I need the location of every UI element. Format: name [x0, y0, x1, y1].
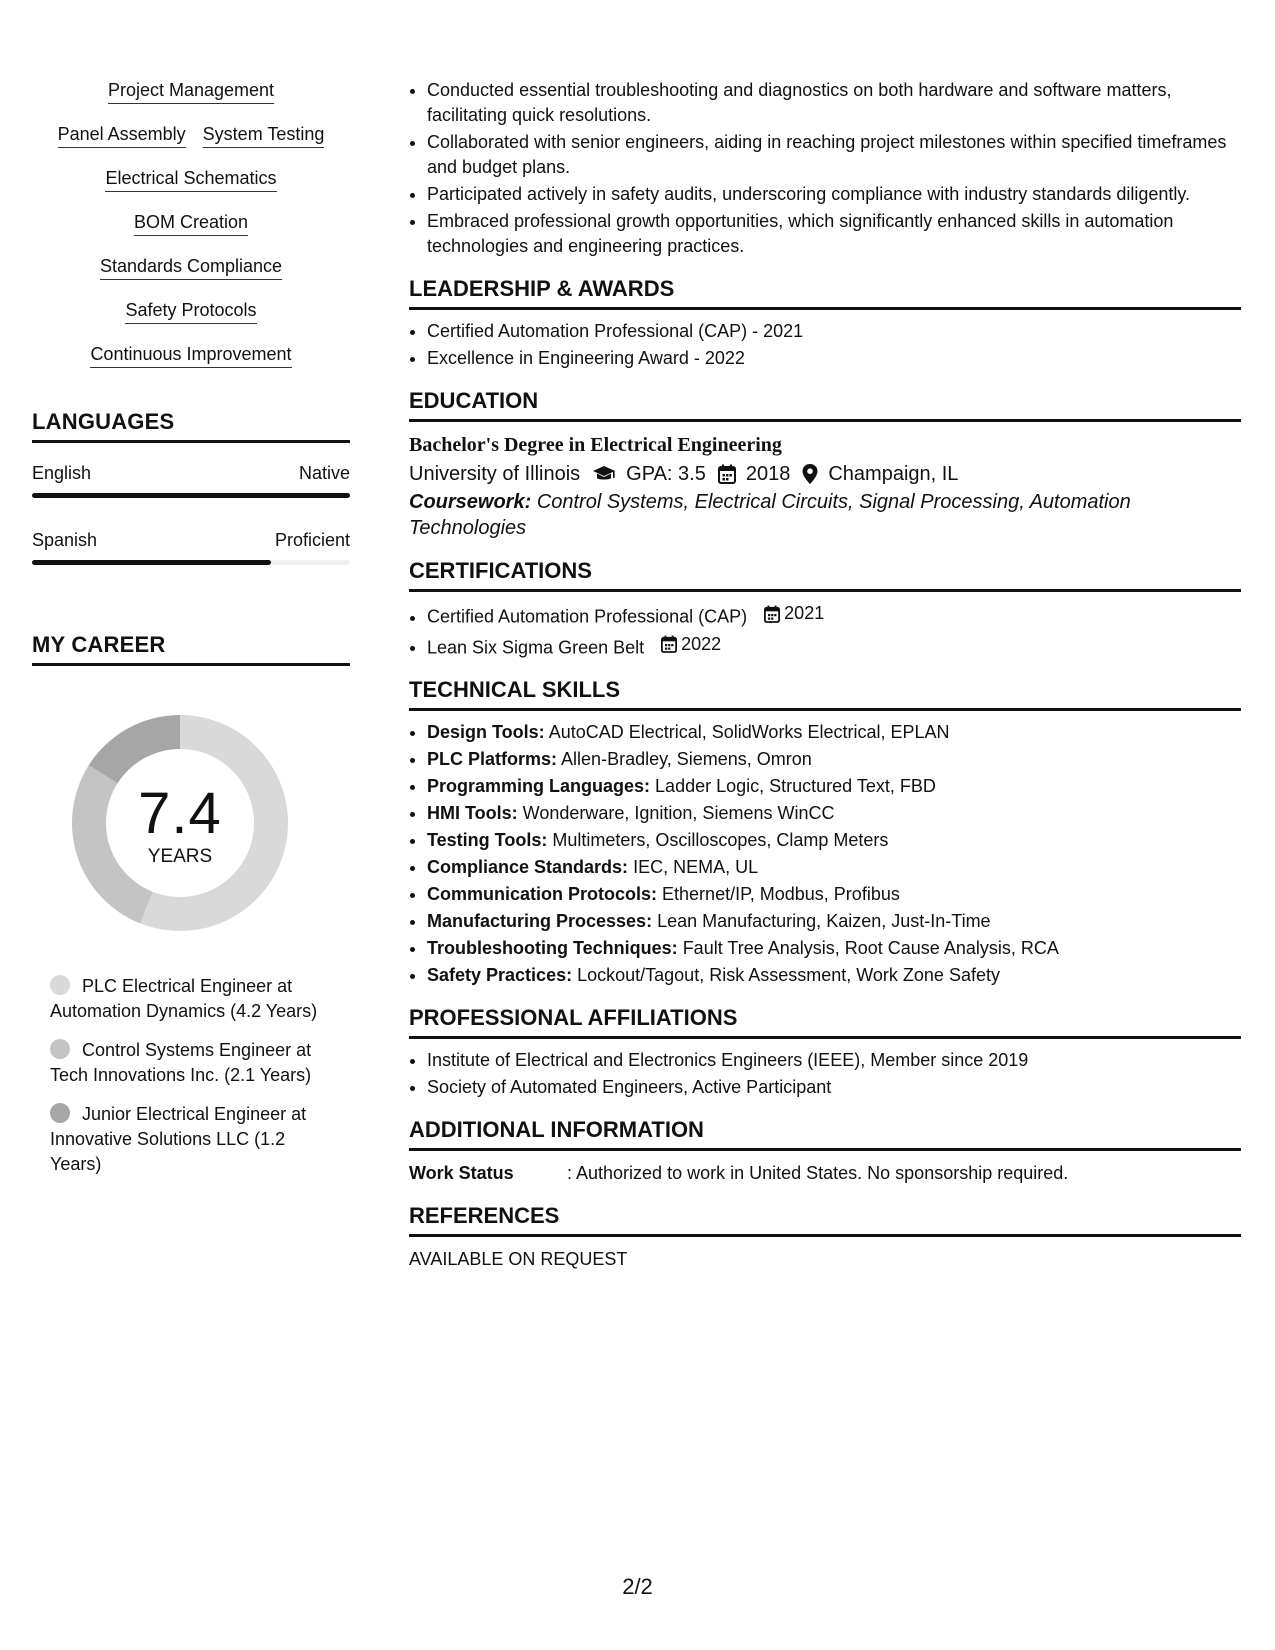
career-legend-item [50, 1038, 330, 1088]
certification-year: 2021 [784, 603, 825, 623]
coursework-label: Coursework: [409, 491, 532, 513]
education-meta [409, 459, 1241, 489]
calendar-icon [661, 635, 677, 653]
technical-skill-item [427, 720, 1241, 745]
languages-section [32, 408, 350, 565]
technical-skill-item [427, 747, 1241, 772]
skill-label: Programming Languages: [427, 776, 651, 796]
technical-skill-item [427, 855, 1241, 880]
career-heading: MY CAREER [32, 631, 350, 666]
skill-value: Ladder Logic, Structured Text, FBD [655, 776, 936, 796]
skill-value: Ethernet/IP, Modbus, Profibus [662, 884, 900, 904]
certification-item [427, 601, 1241, 630]
references-heading: REFERENCES [409, 1202, 1241, 1237]
skill-value: IEC, NEMA, UL [633, 857, 759, 877]
technical-skill-item [427, 774, 1241, 799]
map-pin-icon [802, 464, 818, 484]
skill-value: Allen-Bradley, Siemens, Omron [561, 749, 812, 769]
career-legend-label: PLC Electrical Engineer at Automation Dynamics (4.2 Years) [50, 976, 318, 1021]
language-item [32, 528, 350, 565]
certification-year: 2022 [681, 633, 722, 654]
page-number: 2/2 [622, 1574, 653, 1599]
degree-title: Bachelor's Degree in Electrical Engineering [409, 434, 782, 456]
skill-value: Fault Tree Analysis, Root Cause Analysis, RCA [682, 938, 1059, 958]
affiliations-heading: PROFESSIONAL AFFILIATIONS [409, 1004, 1241, 1039]
experience-bullets [409, 78, 1241, 259]
language-name: Spanish [32, 530, 98, 550]
skill-tag: Project Management [108, 78, 274, 104]
experience-bullet: • Collaborated with senior engineers, aiding in reaching project milestones within specified timeframes and budget plans. [427, 130, 1241, 180]
gpa: GPA: 3.5 [626, 463, 706, 485]
sidebar [32, 78, 350, 1191]
work-status-row [409, 1160, 1241, 1186]
technical-skill-item [427, 963, 1241, 988]
skill-row [32, 210, 350, 236]
coursework [409, 489, 1241, 541]
skill-label: Manufacturing Processes: [427, 911, 653, 931]
experience-bullet: • Embraced professional growth opportunities, which significantly enhanced skills in automation technologies and engineering practices. [427, 209, 1241, 259]
legend-dot-icon [50, 1039, 70, 1059]
skill-row [32, 122, 350, 148]
language-bar [32, 560, 350, 565]
affiliation-item: • Institute of Electrical and Electronics Engineers (IEEE), Member since 2019 [427, 1048, 1241, 1073]
certifications-heading: CERTIFICATIONS [409, 557, 1241, 592]
skill-label: Communication Protocols: [427, 884, 658, 904]
skill-value: Multimeters, Oscilloscopes, Clamp Meters [552, 830, 889, 850]
certification-name: Certified Automation Professional (CAP) [427, 606, 748, 627]
skill-row [32, 166, 350, 192]
coursework-list: Control Systems, Electrical Circuits, Signal Processing, Automation Technologies [409, 491, 1131, 539]
skill-row [32, 342, 350, 368]
skill-tag: BOM Creation [134, 210, 248, 236]
career-donut-chart [65, 708, 295, 938]
skill-row [32, 78, 350, 104]
career-legend-item [50, 1102, 330, 1177]
graduation-year: 2018 [745, 463, 791, 485]
career-legend [32, 974, 350, 1177]
skill-value: AutoCAD Electrical, SolidWorks Electrical, EPLAN [548, 722, 950, 742]
leadership-item: • Certified Automation Professional (CAP) - 2021 [427, 319, 1241, 344]
skill-tag: Panel Assembly [58, 122, 186, 148]
skill-value: Lean Manufacturing, Kaizen, Just-In-Time [657, 911, 991, 931]
language-level: Native [298, 463, 350, 483]
education-location: Champaign, IL [828, 463, 959, 485]
leadership-heading: LEADERSHIP & AWARDS [409, 275, 1241, 310]
skill-label: Safety Practices: [427, 965, 573, 985]
skill-tag: System Testing [203, 122, 325, 148]
donut-center [65, 708, 295, 938]
technical-skill-item [427, 936, 1241, 961]
technical-skill-item [427, 801, 1241, 826]
language-level: Proficient [274, 530, 350, 550]
language-bar [32, 493, 350, 498]
certification-item [427, 632, 1241, 661]
school-name: University of Illinois [409, 463, 581, 485]
skill-value: Wonderware, Ignition, Siemens WinCC [522, 803, 835, 823]
technical-skills-list [409, 720, 1241, 988]
leadership-item: • Excellence in Engineering Award - 2022 [427, 346, 1241, 371]
education-entry [409, 431, 1241, 541]
calendar-icon [764, 605, 780, 623]
skill-row [32, 254, 350, 280]
technical-skills-heading: TECHNICAL SKILLS [409, 676, 1241, 711]
skill-label: PLC Platforms: [427, 749, 558, 769]
work-status-key: Work Status [409, 1163, 514, 1183]
legend-dot-icon [50, 975, 70, 995]
language-bar-fill [32, 493, 350, 498]
skill-value: Lockout/Tagout, Risk Assessment, Work Zone Safety [577, 965, 1000, 985]
leadership-list [409, 319, 1241, 371]
skill-row [32, 298, 350, 324]
technical-skill-item [427, 882, 1241, 907]
certifications-list [409, 601, 1241, 660]
affiliation-item: • Society of Automated Engineers, Active Participant [427, 1075, 1241, 1100]
main-content [409, 78, 1241, 1272]
career-section [32, 631, 350, 1177]
additional-info-heading: ADDITIONAL INFORMATION [409, 1116, 1241, 1151]
skill-label: Testing Tools: [427, 830, 548, 850]
calendar-icon [718, 464, 736, 484]
skill-label: Design Tools: [427, 722, 545, 742]
career-unit: YEARS [147, 846, 213, 867]
experience-bullet: • Participated actively in safety audits, underscoring compliance with industry standards diligently. [427, 182, 1241, 207]
language-bar-fill [32, 560, 271, 565]
affiliations-list [409, 1048, 1241, 1100]
skill-label: HMI Tools: [427, 803, 518, 823]
skill-label: Compliance Standards: [427, 857, 629, 877]
skills-tags [32, 78, 350, 368]
technical-skill-item [427, 909, 1241, 934]
languages-heading: LANGUAGES [32, 408, 350, 443]
skill-tag: Standards Compliance [100, 254, 282, 280]
legend-dot-icon [50, 1103, 70, 1123]
graduation-cap-icon [592, 465, 616, 483]
skill-tag: Continuous Improvement [90, 342, 291, 368]
career-total-years: 7.4 [138, 781, 222, 846]
career-legend-label: Junior Electrical Engineer at Innovative Solutions LLC (1.2 Years) [50, 1104, 307, 1174]
references-text: AVAILABLE ON REQUEST [409, 1249, 628, 1269]
education-heading: EDUCATION [409, 387, 1241, 422]
work-status-value: : Authorized to work in United States. No sponsorship required. [567, 1163, 1069, 1183]
skill-tag: Safety Protocols [125, 298, 256, 324]
language-name: English [32, 463, 92, 483]
certification-name: Lean Six Sigma Green Belt [427, 637, 645, 657]
career-legend-label: Control Systems Engineer at Tech Innovations Inc. (2.1 Years) [50, 1040, 312, 1085]
career-legend-item [50, 974, 330, 1024]
language-item [32, 461, 350, 498]
skill-label: Troubleshooting Techniques: [427, 938, 678, 958]
technical-skill-item [427, 828, 1241, 853]
skill-tag: Electrical Schematics [105, 166, 276, 192]
experience-bullet: • Conducted essential troubleshooting and diagnostics on both hardware and software matters, facilitating quick resolutions. [427, 78, 1241, 128]
